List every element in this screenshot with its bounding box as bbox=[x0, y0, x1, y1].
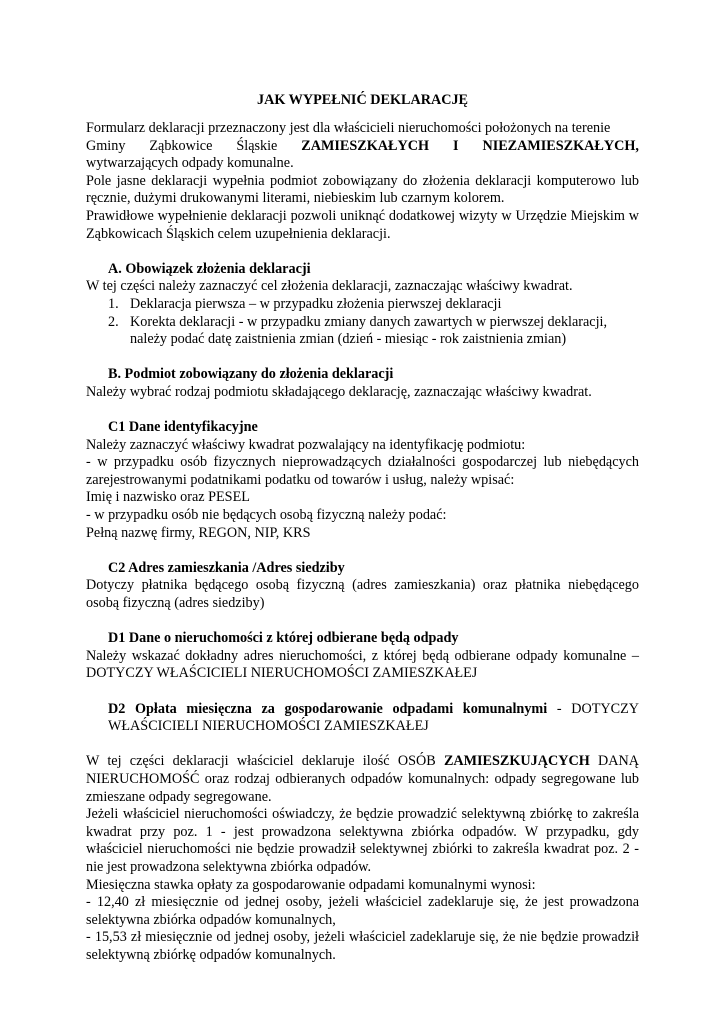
section-d2-p1-end: DANĄ NIERUCHOMOŚĆ oraz rodzaj odbieranych odpadów komunalnych: odpady segregowane lub zmieszane odpady segregowane. bbox=[86, 753, 640, 805]
intro-word-bold: NIEZAMIESZKAŁYCH, bbox=[482, 137, 639, 154]
section-c1-line: Imię i nazwisko oraz PESEL bbox=[86, 489, 250, 506]
list-item-text: Deklaracja pierwsza – w przypadku złożenia pierwszej deklaracji bbox=[130, 295, 502, 312]
page-title: JAK WYPEŁNIĆ DEKLARACJĘ bbox=[257, 92, 468, 108]
intro-line-2 bbox=[86, 138, 639, 156]
section-d2-paragraph-1 bbox=[86, 753, 639, 806]
list-item bbox=[86, 296, 639, 314]
list-item bbox=[86, 314, 639, 349]
intro-paragraph-2: Pole jasne deklaracji wypełnia podmiot zobowiązany do złożenia deklaracji komputerowo lub ręcznie, dużymi drukowanymi literami, niebieskim lub czarnym kolorem. bbox=[86, 172, 639, 207]
intro-word-bold: I bbox=[452, 137, 459, 154]
section-d2-p1-bold: ZAMIESZKUJĄCYCH bbox=[443, 753, 590, 770]
section-c1-heading: C1 Dane identyfikacyjne bbox=[108, 419, 258, 436]
intro-line-3: wytwarzających odpady komunalne. bbox=[86, 155, 294, 172]
section-a-list bbox=[86, 296, 639, 349]
section-a-text: W tej części należy zaznaczyć cel złożenia deklaracji, zaznaczając właściwy kwadrat. bbox=[86, 278, 573, 295]
list-item-number: 2. bbox=[108, 313, 119, 330]
section-b-heading: B. Podmiot zobowiązany do złożenia deklaracji bbox=[108, 366, 394, 383]
intro-paragraph-3: Prawidłowe wypełnienie deklaracji pozwoli uniknąć dodatkowej wizyty w Urzędzie Miejskim w Ząbkowicach Śląskich celem uzupełnienia deklaracji. bbox=[86, 207, 639, 242]
intro-word: Ząbkowice bbox=[149, 137, 213, 154]
section-d2-heading bbox=[86, 701, 639, 736]
section-d2-heading-bold: D2 Opłata miesięczna za gospodarowanie odpadami komunalnymi bbox=[108, 700, 548, 717]
section-c1-line: Pełną nazwę firmy, REGON, NIP, KRS bbox=[86, 524, 311, 541]
section-d2-heading-rest: - DOTYCZY WŁAŚCICIELI NIERUCHOMOŚCI ZAMIESZKAŁEJ bbox=[108, 700, 639, 735]
document-body bbox=[86, 120, 639, 965]
section-d1-heading: D1 Dane o nieruchomości z której odbierane będą odpady bbox=[108, 630, 459, 647]
section-c1-line: Należy zaznaczyć właściwy kwadrat pozwalający na identyfikację podmiotu: bbox=[86, 436, 526, 453]
section-c1-line: - w przypadku osób fizycznych nieprowadzących działalności gospodarczej lub niebędących zarejestrowanymi podatnikami podatku od towarów i usług, należy wpisać: bbox=[86, 454, 639, 488]
section-b-text: Należy wybrać rodzaj podmiotu składającego deklarację, zaznaczając właściwy kwadrat. bbox=[86, 383, 592, 400]
intro-word: Gminy bbox=[86, 137, 126, 154]
section-d1-text: Należy wskazać dokładny adres nieruchomości, z której będą odbierane odpady komunalne – DOTYCZY WŁAŚCICIELI NIERUCHOMOŚCI ZAMIESZKAŁEJ bbox=[86, 647, 639, 682]
section-d2-paragraph-5: - 15,53 zł miesięcznie od jednej osoby, jeżeli właściciel zadeklaruje się, że nie będzie prowadził selektywną zbiórkę odpadów komunalnych. bbox=[86, 929, 639, 963]
section-d2-p1-start: W tej części deklaracji właściciel deklaruje ilość OSÓB bbox=[86, 753, 444, 770]
intro-line-1: Formularz deklaracji przeznaczony jest dla właścicieli nieruchomości położonych na terenie bbox=[86, 120, 611, 136]
section-a-heading: A. Obowiązek złożenia deklaracji bbox=[108, 260, 311, 277]
intro-word: Śląskie bbox=[236, 137, 278, 154]
section-c1-line: - w przypadku osób nie będących osobą fizyczną należy podać: bbox=[86, 507, 447, 524]
list-item-number: 1. bbox=[108, 295, 119, 312]
list-item-text: Korekta deklaracji - w przypadku zmiany danych zawartych w pierwszej deklaracji, należy podać datę zaistnienia zmian (dzień - miesiąc - rok zaistnienia zmian) bbox=[130, 313, 608, 348]
intro-word-bold: ZAMIESZKAŁYCH bbox=[301, 137, 430, 154]
section-d2-paragraph-2: Jeżeli właściciel nieruchomości oświadczy, że będzie prowadzić selektywną zbiórkę to zakreśla kwadrat przy poz. 1 - jest prowadzona selektywna zbiórka odpadów. W przypadku, gdy właściciel nieruchomości nie będzie prowadził selektywnej zbiórki to zakreśla kwadrat poz. 2 - nie jest prowadzona selektywna zbiórka odpadów. bbox=[86, 806, 639, 875]
section-d2-paragraph-4: - 12,40 zł miesięcznie od jednej osoby, jeżeli właściciel zadeklaruje się, że jest prowadzona selektywna zbiórka odpadów komunalnych, bbox=[86, 894, 639, 928]
section-c2-text: Dotyczy płatnika będącego osobą fizyczną (adres zamieszkania) oraz płatnika niebędącego osobą fizyczną (adres siedziby) bbox=[86, 577, 639, 612]
section-c2-heading: C2 Adres zamieszkania /Adres siedziby bbox=[108, 559, 345, 576]
section-d2-paragraph-3: Miesięczna stawka opłaty za gospodarowanie odpadami komunalnymi wynosi: bbox=[86, 876, 536, 893]
